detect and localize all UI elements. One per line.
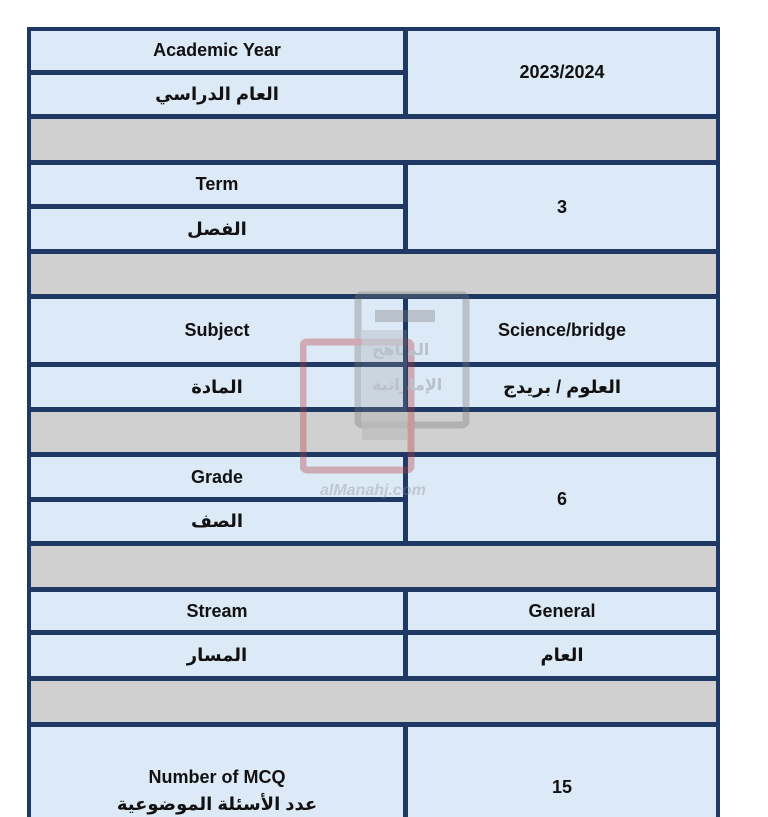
subject-value-en: Science/bridge <box>408 299 716 362</box>
mcq-value-cell <box>408 727 716 817</box>
watermark-text-en: alManahj.com <box>320 482 426 499</box>
term-label-en: Term <box>31 165 403 204</box>
grade-label-ar: الصف <box>31 502 403 541</box>
stream-value-en: General <box>408 592 716 630</box>
mcq-label-cell <box>31 727 403 817</box>
academic-year-label-ar: العام الدراسي <box>31 75 403 114</box>
mcq-value: 15 <box>551 777 573 797</box>
subject-label-en: Subject <box>31 299 403 362</box>
term-label-ar: الفصل <box>31 209 403 249</box>
academic-year-label-en: Academic Year <box>31 31 403 70</box>
mcq-label-en: Number of MCQ <box>148 767 286 787</box>
watermark-text-ar-2: الإماراتية <box>372 377 443 394</box>
academic-year-value: 2023/2024 <box>408 31 716 114</box>
stream-label-ar: المسار <box>31 635 403 676</box>
grade-label-en: Grade <box>31 457 403 497</box>
row-separator <box>31 546 716 587</box>
info-table <box>27 27 720 817</box>
row-separator <box>31 681 716 722</box>
watermark-text-ar-1: المناهج <box>372 342 430 359</box>
row-separator <box>31 254 716 294</box>
term-value: 3 <box>408 165 716 249</box>
row-separator <box>31 412 716 452</box>
grade-value: 6 <box>408 457 716 541</box>
subject-value-ar: العلوم / بريدج <box>408 367 716 407</box>
stream-label-en: Stream <box>31 592 403 630</box>
stream-value-ar: العام <box>408 635 716 676</box>
mcq-label-ar: عدد الأسئلة الموضوعية <box>116 794 318 814</box>
row-separator <box>31 119 716 160</box>
subject-label-ar: المادة <box>31 367 403 407</box>
